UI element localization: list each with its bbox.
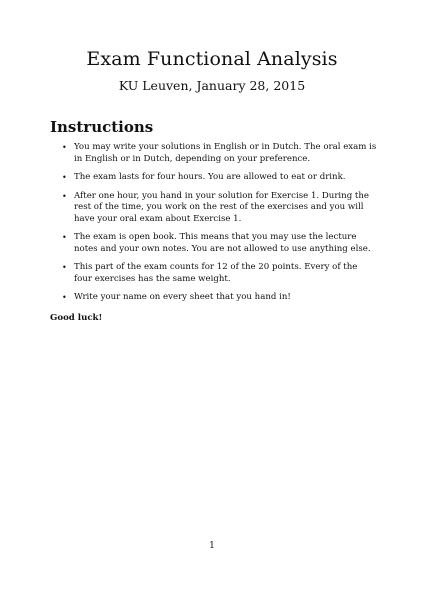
section-heading-instructions: Instructions <box>50 118 154 136</box>
page-number: 1 <box>209 541 215 551</box>
list-item <box>62 232 378 255</box>
instructions-list <box>62 142 378 311</box>
list-item <box>62 172 378 184</box>
list-item <box>62 142 378 165</box>
list-item <box>62 191 378 226</box>
bullet-icon: • <box>62 263 67 272</box>
bullet-icon: • <box>62 233 67 242</box>
bullet-icon: • <box>62 191 67 201</box>
instruction-text: Write your name on every sheet that you hand in! <box>74 292 291 302</box>
bullet-icon: • <box>62 173 67 182</box>
instruction-text: The exam is open book. This means that you may use the lecture notes and your own notes. You are not allowed to use anything else. <box>74 232 371 254</box>
list-item <box>62 292 378 304</box>
list-item <box>62 262 378 285</box>
bullet-icon: • <box>62 293 67 302</box>
page-title: Exam Functional Analysis <box>86 48 338 70</box>
bullet-icon: • <box>62 143 67 152</box>
closing-text: Good luck! <box>50 313 103 323</box>
instruction-text: After one hour, you hand in your solution for Exercise 1. During the rest of the time, you work on the rest of the exercises and you will have your oral exam about Exercise 1. <box>74 190 370 224</box>
instruction-text: You may write your solutions in English or in Dutch. The oral exam is in English or in Dutch, depending on your preference. <box>74 142 377 164</box>
instruction-text: This part of the exam counts for 12 of the 20 points. Every of the four exercises has the same weight. <box>74 262 358 284</box>
page-subtitle: KU Leuven, January 28, 2015 <box>118 78 306 93</box>
instruction-text: The exam lasts for four hours. You are allowed to eat or drink. <box>74 172 346 182</box>
